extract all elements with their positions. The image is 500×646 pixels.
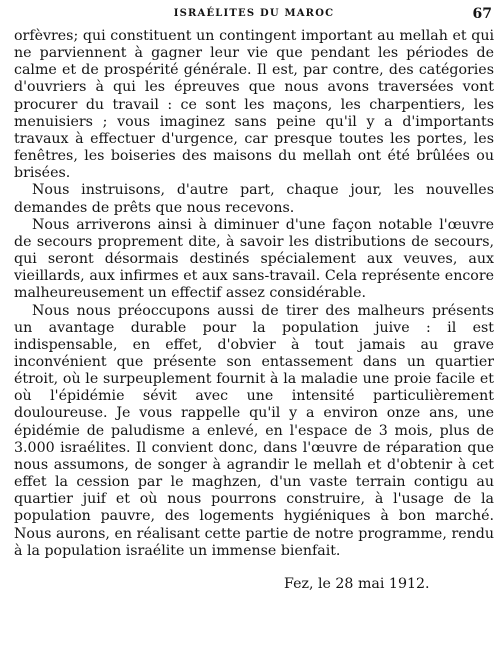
page-number: 67 [472, 6, 492, 22]
paragraph-mellah-expansion: Nous nous préoccupons aussi de tirer des malheurs présents un avantage durable pour la population juive : il est indispensable, en effet, d'obvier à tout jamais au grave inconvénient que présente son entassement dans un quartier étroit, où le surpeuplement fournit à la maladie une proie facile et où l'épidémie sévit avec une intensité particulièrement douloureuse. Je vous rappelle qu'il y a environ onze ans, une épidémie de paludisme a enlevé, en l'espace de 3 mois, plus de 3.000 israélites. Il convient donc, dans l'œuvre de réparation que nous assumons, de songer à agrandir le mellah et d'obtenir à cet effet la cession par le maghzen, d'un vaste terrain contigu au quartier juif et où nous pourrons construire, à l'usage de la population pauvre, des logements hygiéniques à bon marché. Nous aurons, en réalisant cette partie de notre programme, rendu à la population israélite un immense bienfait. [14, 302, 494, 559]
page-header [14, 6, 494, 28]
document-page [14, 6, 494, 646]
paragraph-loan-requests: Nous instruisons, d'autre part, chaque jour, les nouvelles demandes de prêts que nous recevons. [14, 182, 494, 216]
body-text [14, 28, 494, 560]
running-title: ISRAÉLITES DU MAROC [173, 8, 335, 19]
paragraph-continuation: orfèvres; qui constituent un contingent important au mellah et qui ne parviennent à gagner leur vie que pendant les périodes de calme et de prospérité générale. Il est, par contre, des catégories d'ouvriers à qui les épreuves que nous avons traversées vont procurer du travail : ce sont les maçons, les charpentiers, les menuisiers ; vous imaginez sans peine qu'il y a d'importants travaux à effectuer d'urgence, car presque toutes les portes, les fenêtres, les boiseries des maisons du mellah ont été brûlées ou brisées. [14, 28, 494, 182]
signoff-date-line: Fez, le 28 mai 1912. [284, 575, 430, 592]
paragraph-relief-reduction: Nous arriverons ainsi à diminuer d'une façon notable l'œuvre de secours proprement dite, à savoir les distributions de secours, qui seront désormais destinés spécialement aux veuves, aux vieillards, aux infirmes et aux sans-travail. Cela représente encore malheureusement un effectif assez considérable. [14, 216, 494, 302]
